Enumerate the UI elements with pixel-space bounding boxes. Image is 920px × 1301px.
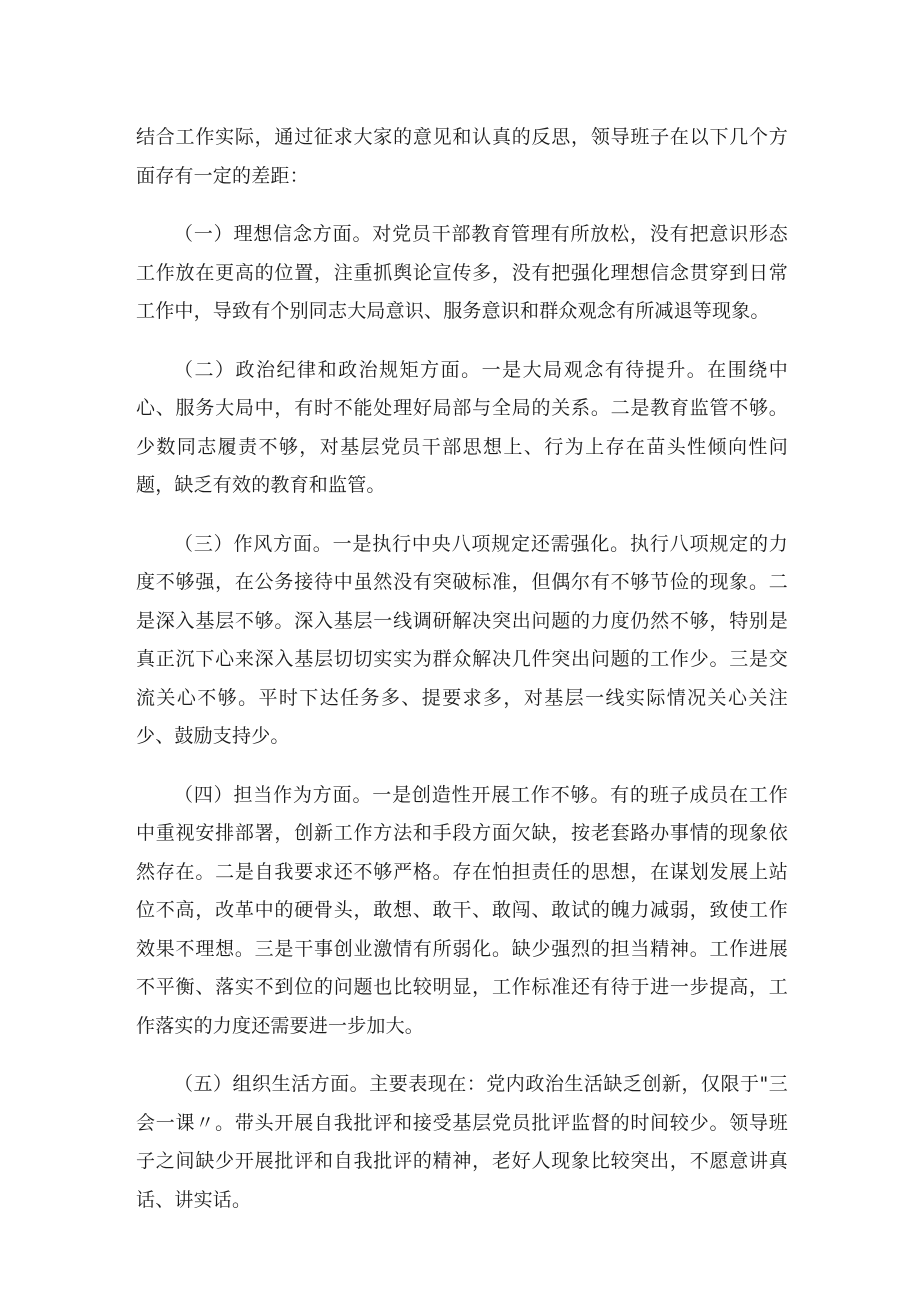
paragraph-responsibility: （四）担当作为方面。一是创造性开展工作不够。有的班子成员在工作中重视安排部署，创新工作方法和手段方面欠缺，按老套路办事情的现象依然存在。二是自我要求还不够严格。存在怕担责任的思想，在谋划发展上站位不高，改革中的硬骨头，敢想、敢干、敢闯、敢试的魄力减弱，致使工作效果不理想。三是干事创业激情有所弱化。缺少强烈的担当精神。工作进展不平衡、落实不到位的问题也比较明显，工作标准还有待于进一步提高，工作落实的力度还需要进一步加大。 <box>136 783 788 1037</box>
paragraph-ideals-beliefs: （一）理想信念方面。对党员干部教育管理有所放松，没有把意识形态工作放在更高的位置，注重抓舆论宣传多，没有把强化理想信念贯穿到日常工作中，导致有个别同志大局意识、服务意识和群众观念有所减退等现象。 <box>136 223 788 322</box>
paragraph-political-discipline: （二）政治纪律和政治规矩方面。一是大局观念有待提升。在围绕中心、服务大局中，有时不能处理好局部与全局的关系。二是教育监管不够。少数同志履责不够，对基层党员干部思想上、行为上存在苗头性倾向性问题，缺乏有效的教育和监管。 <box>136 358 788 496</box>
paragraph-work-style: （三）作风方面。一是执行中央八项规定还需强化。执行八项规定的力度不够强，在公务接待中虽然没有突破标准，但偶尔有不够节俭的现象。二是深入基层不够。深入基层一线调研解决突出问题的力度仍然不够，特别是真正沉下心来深入基层切切实实为群众解决几件突出问题的工作少。三是交流关心不够。平时下达任务多、提要求多，对基层一线实际情况关心关注少、鼓励支持少。 <box>136 532 788 747</box>
intro-paragraph: 结合工作实际，通过征求大家的意见和认真的反思，领导班子在以下几个方面存有一定的差距： <box>136 126 788 187</box>
paragraph-organizational-life: （五）组织生活方面。主要表现在：党内政治生活缺乏创新，仅限于"三会一课〃。带头开展自我批评和接受基层党员批评监督的时间较少。领导班子之间缺少开展批评和自我批评的精神，老好人现象比较突出，不愿意讲真话、讲实话。 <box>136 1073 788 1211</box>
document-body <box>136 118 788 1239</box>
